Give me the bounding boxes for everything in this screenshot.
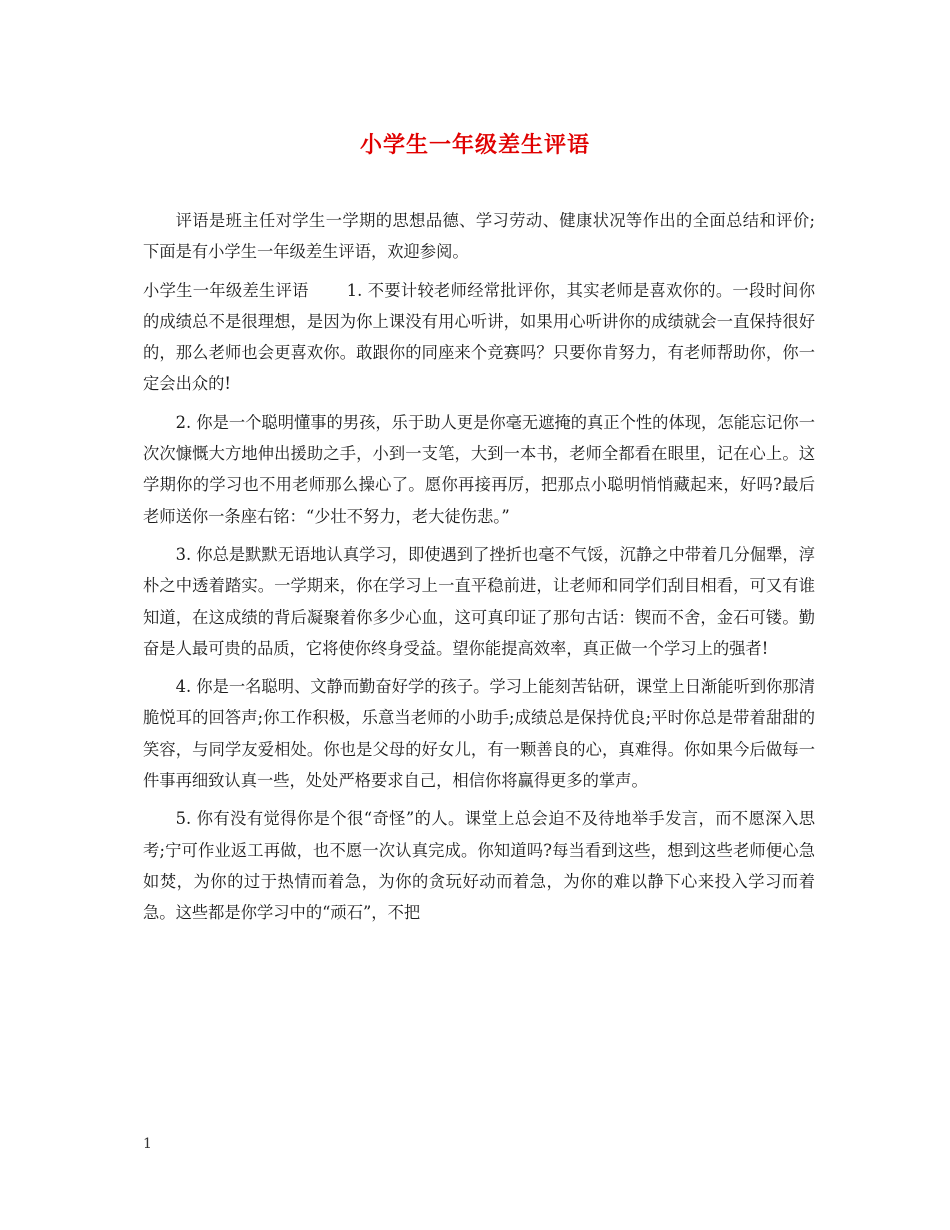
- comment-paragraph-2: 2. 你是一个聪明懂事的男孩，乐于助人更是你毫无遮掩的真正个性的体现，怎能忘记你一次次慷慨大方地伸出援助之手，小到一支笔，大到一本书，老师全都看在眼里，记在心上。这学期你的学习也不用老师那么操心了。愿你再接再厉，把那点小聪明悄悄藏起来，好吗?最后老师送你一条座右铭：“少壮不努力，老大徒伤悲。”: [143, 412, 815, 526]
- document-title: 小学生一年级差生评语: [359, 132, 590, 158]
- section-label: 小学生一年级差生评语: [143, 280, 309, 300]
- comment-paragraph-3: 3. 你总是默默无语地认真学习，即使遇到了挫折也毫不气馁，沉静之中带着几分倔犟，淳朴之中透着踏实。一学期来，你在学习上一直平稳前进，让老师和同学们刮目相看，可又有谁知道，在这成绩的背后凝聚着你多少心血，这可真印证了那句古话：锲而不舍，金石可镂。勤奋是人最可贵的品质，它将使你终身受益。望你能提高效率，真正做一个学习上的强者!: [143, 544, 815, 658]
- document-body: [143, 205, 815, 936]
- comment-paragraph-4: 4. 你是一名聪明、文静而勤奋好学的孩子。学习上能刻苦钻研，课堂上日渐能听到你那清脆悦耳的回答声;你工作积极，乐意当老师的小助手;成绩总是保持优良;平时你总是带着甜甜的笑容，与同学友爱相处。你也是父母的好女儿，有一颗善良的心，真难得。你如果今后做每一件事再细致认真一些，处处严格要求自己，相信你将赢得更多的掌声。: [143, 677, 815, 791]
- comment-paragraph-5: 5. 你有没有觉得你是个很“奇怪”的人。课堂上总会迫不及待地举手发言，而不愿深入思考;宁可作业返工再做，也不愿一次认真完成。你知道吗?每当看到这些，想到这些老师便心急如焚，为你的过于热情而着急，为你的贪玩好动而着急，为你的难以静下心来投入学习而着急。这些都是你学习中的“顽石”，不把: [143, 809, 815, 923]
- page-number: 1: [143, 1136, 152, 1152]
- comment-paragraph-1: [143, 275, 815, 400]
- comment-text-1: 1. 不要计较老师经常批评你，其实老师是喜欢你的。一段时间你的成绩总不是很理想，是因为你上课没有用心听讲，如果用心听讲你的成绩就会一直保持很好的，那么老师也会更喜欢你。敢跟你的同座来个竞赛吗？只要你肯努力，有老师帮助你，你一定会出众的!: [143, 280, 815, 394]
- intro-paragraph: 评语是班主任对学生一学期的思想品德、学习劳动、健康状况等作出的全面总结和评价;下面是有小学生一年级差生评语，欢迎参阅。: [143, 211, 815, 262]
